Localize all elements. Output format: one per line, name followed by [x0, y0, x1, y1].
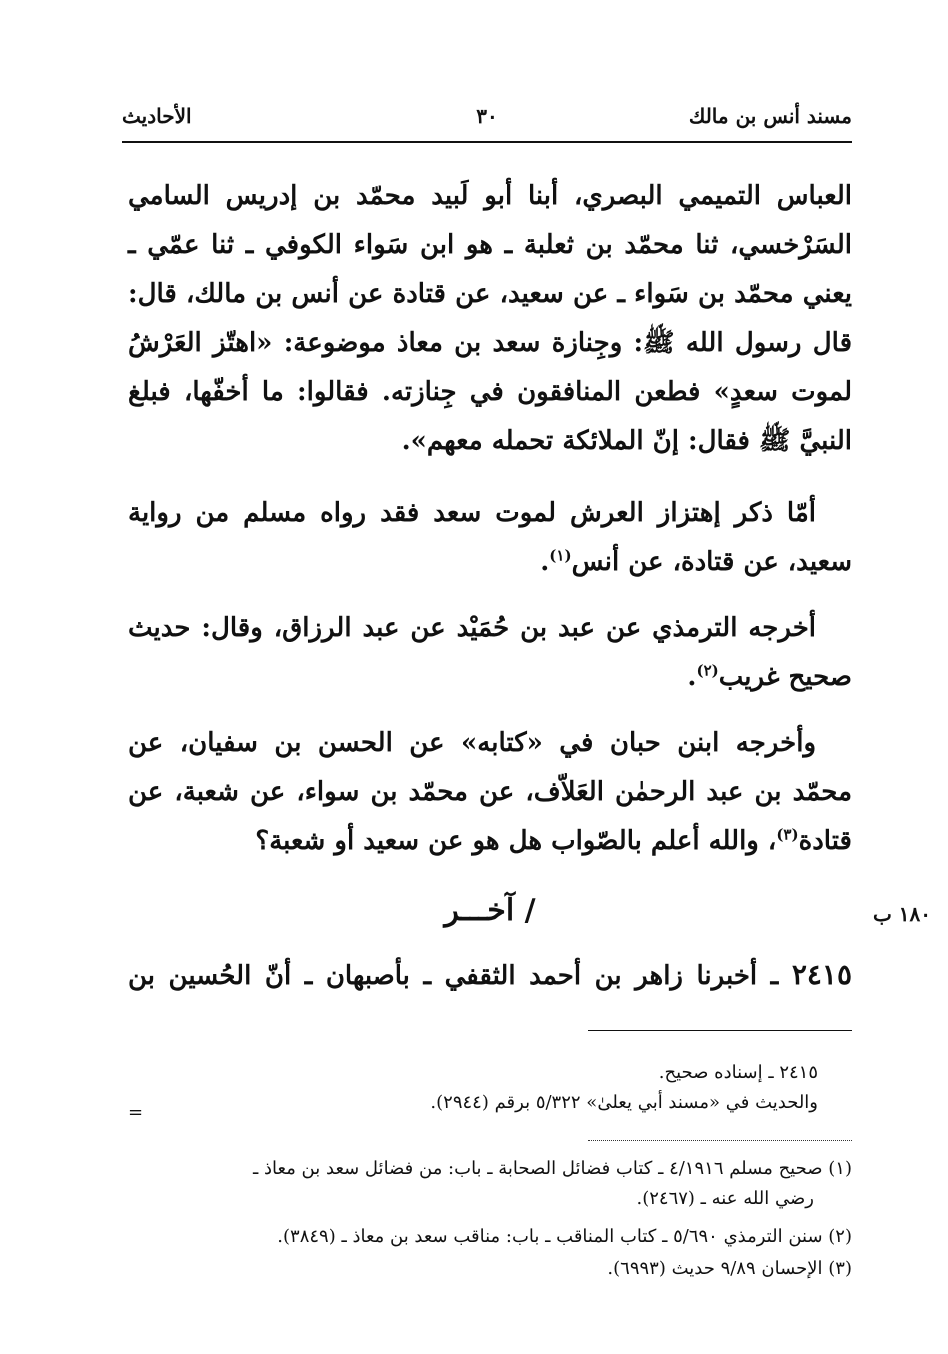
footnote-1 [128, 1154, 852, 1214]
paragraph-text: ، والله أعلم بالصّواب هل هو عن سعيد أو شعبة؟ [255, 826, 777, 856]
section-heading: / آخـــر [444, 893, 536, 928]
footnote-text: الإحسان ٩/٨٩ حديث (٦٩٩٣). [607, 1258, 823, 1279]
running-header [122, 100, 852, 140]
paragraph-ibn-hibban [128, 719, 852, 866]
notes-rule [588, 1030, 852, 1031]
footnote-text-cont: رضي الله عنه ـ (٢٤٦٧). [636, 1188, 814, 1209]
editor-note: ٢٤١٥ ـ إسناده صحيح. [658, 1062, 818, 1083]
header-rule [122, 141, 852, 143]
paragraph-tirmidhi: أخرجه الترمذي عن عبد بن حُمَيْد عن عبد الرزاق، وقال: حديث صحيح غريب$^{(٢)}$. [128, 613, 852, 692]
paragraph-isnad: العباس التميمي البصري، أبنا أبو لَبيد محمّد بن إدريس السامي السَرْخسي، ثنا محمّد بن ثعلبة ـ هو ابن سَواء الكوفي ـ ثنا عمّي ـ يعني محمّد بن سَواء ـ عن سعيد، عن قتادة عن أنس بن مالك، قال: قال رسول الله ﷺ: وجِنازة سعد بن معاذ موضوعة: «اهتّز العَرْشُ لموت سعدٍ» فطعن المنافقون في جِنازته. فقالوا: ما أخفّها، فبلغ النبيَّ ﷺ فقال: إنّ الملائكة تحمله معهم». [128, 181, 852, 456]
footnote-text: صحيح مسلم ٤/١٩١٦ ـ كتاب فضائل الصحابة ـ باب: من فضائل سعد بن معاذ ـ [253, 1158, 823, 1179]
paragraph-muslim: أمّا ذكر إهتزاز العرش لموت سعد فقد رواه مسلم من رواية سعيد، عن قتادة، عن أنس$^{(١)}$. [128, 498, 852, 577]
paragraph-text: وأخرجه ابنن حبان في «كتابه» عن الحسن بن سفيان، عن محمّد بن عبد الرحمٰن العَلاّف، عن محمّد بن سواء، عن شعبة، عن قتادة [128, 728, 852, 856]
footnote-3 [128, 1254, 852, 1284]
footnote-ref-1[interactable]: (١) [549, 546, 572, 565]
footnotes-rule [588, 1140, 852, 1141]
paragraph-text: أخرجه الترمذي عن عبد بن حُمَيْد عن عبد الرزاق، وقال: حديث صحيح غريب [128, 613, 852, 692]
manuscript-folio-note: ١٨٠ ب [873, 902, 932, 926]
footnote-ref-3[interactable]: (٣) [776, 825, 799, 844]
page-number: ٣٠ [476, 104, 498, 128]
footnote-2 [128, 1222, 852, 1252]
header-book-title: مسند أنس بن مالك [688, 104, 852, 128]
paragraph-text: أمّا ذكر إهتزاز العرش لموت سعد فقد رواه مسلم من رواية سعيد، عن قتادة، عن أنس [128, 498, 852, 577]
hadith-number: ٢٤١٥ [791, 958, 852, 991]
footnote-label: (٣) [828, 1258, 852, 1279]
footnote-text: سنن الترمذي ٥/٦٩٠ ـ كتاب المناقب ـ باب: مناقب سعد بن معاذ ـ (٣٨٤٩). [277, 1226, 823, 1247]
hadith-text: ـ أخبرنا زاهر بن أحمد الثقفي ـ بأصبهان ـ أنّ الحُسين بن [128, 961, 779, 991]
editor-note: والحديث في «مسند أبي يعلىٰ» ٥/٣٢٢ برقم (٢٩٤٤). [430, 1092, 818, 1113]
footnote-label: (٢) [828, 1226, 852, 1247]
hadith-entry [128, 950, 852, 1001]
header-section-title: الأحاديث [122, 104, 192, 128]
footnote-ref-2[interactable]: (٢) [696, 661, 719, 680]
footnote-label: (١) [828, 1158, 852, 1179]
continuation-mark: = [128, 1102, 144, 1123]
